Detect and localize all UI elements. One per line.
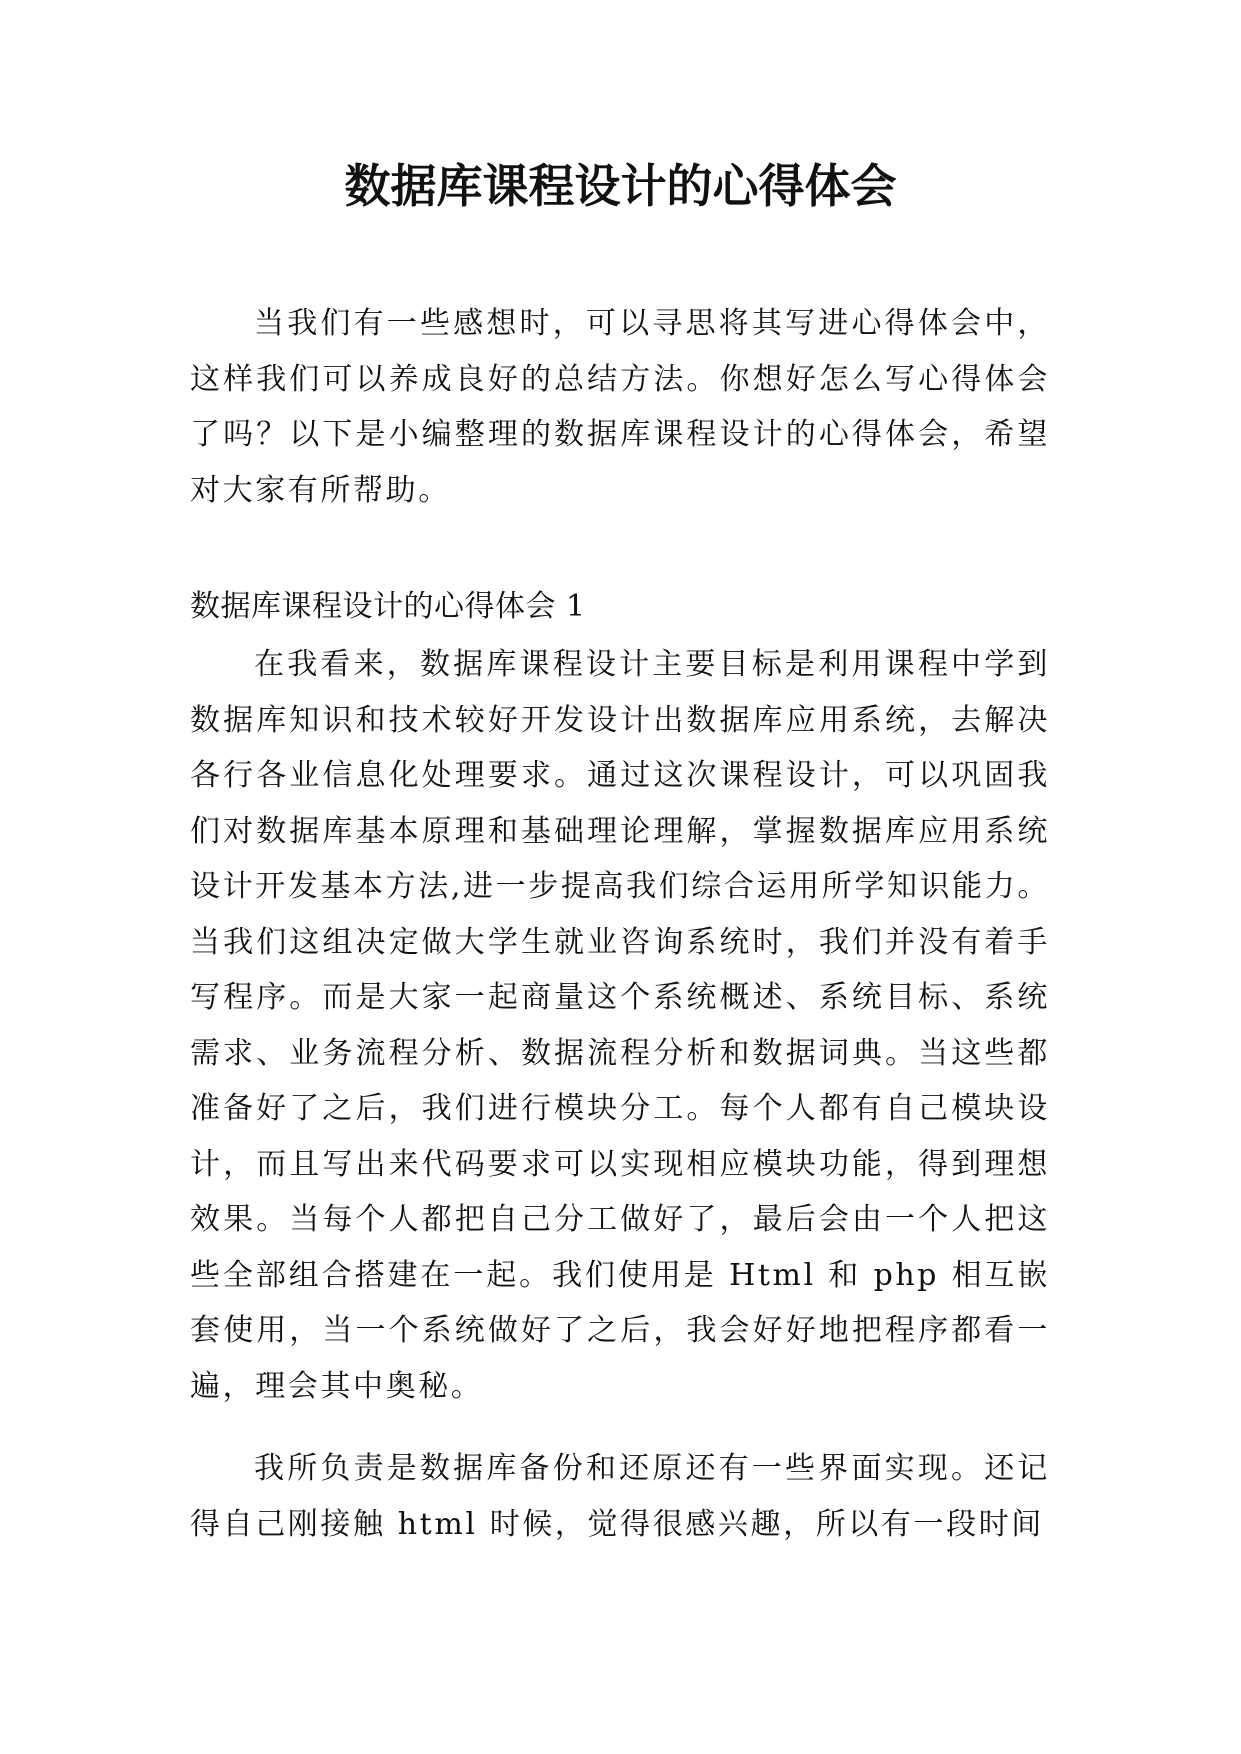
body-paragraph: 在我看来，数据库课程设计主要目标是利用课程中学到数据库知识和技术较好开发设计出数据库应用系统，去解决各行各业信息化处理要求。通过这次课程设计，可以巩固我们对数据库基本原理和基础理论理解，掌握数据库应用系统设计开发基本方法,进一步提高我们综合运用所学知识能力。当我们这组决定做大学生就业咨询系统时，我们并没有着手写程序。而是大家一起商量这个系统概述、系统目标、系统需求、业务流程分析、数据流程分析和数据词典。当这些都准备好了之后，我们进行模块分工。每个人都有自己模块设计，而且写出来代码要求可以实现相应模块功能，得到理想效果。当每个人都把自己分工做好了，最后会由一个人把这些全部组合搭建在一起。我们使用是 Html 和 php 相互嵌套使用，当一个系统做好了之后，我会好好地把程序都看一遍，理会其中奥秘。 — [190, 647, 1050, 1404]
intro-paragraph: 当我们有一些感想时，可以寻思将其写进心得体会中，这样我们可以养成良好的总结方法。你想好怎么写心得体会了吗？以下是小编整理的数据库课程设计的心得体会，希望对大家有所帮助。 — [190, 306, 1050, 508]
section-heading: 数据库课程设计的心得体会 1 — [190, 589, 586, 624]
document-title: 数据库课程设计的心得体会 — [344, 159, 897, 213]
body-paragraph: 我所负责是数据库备份和还原还有一些界面实现。还记得自己刚接触 html 时候，觉得很感兴趣，所以有一段时间 — [190, 1451, 1050, 1542]
